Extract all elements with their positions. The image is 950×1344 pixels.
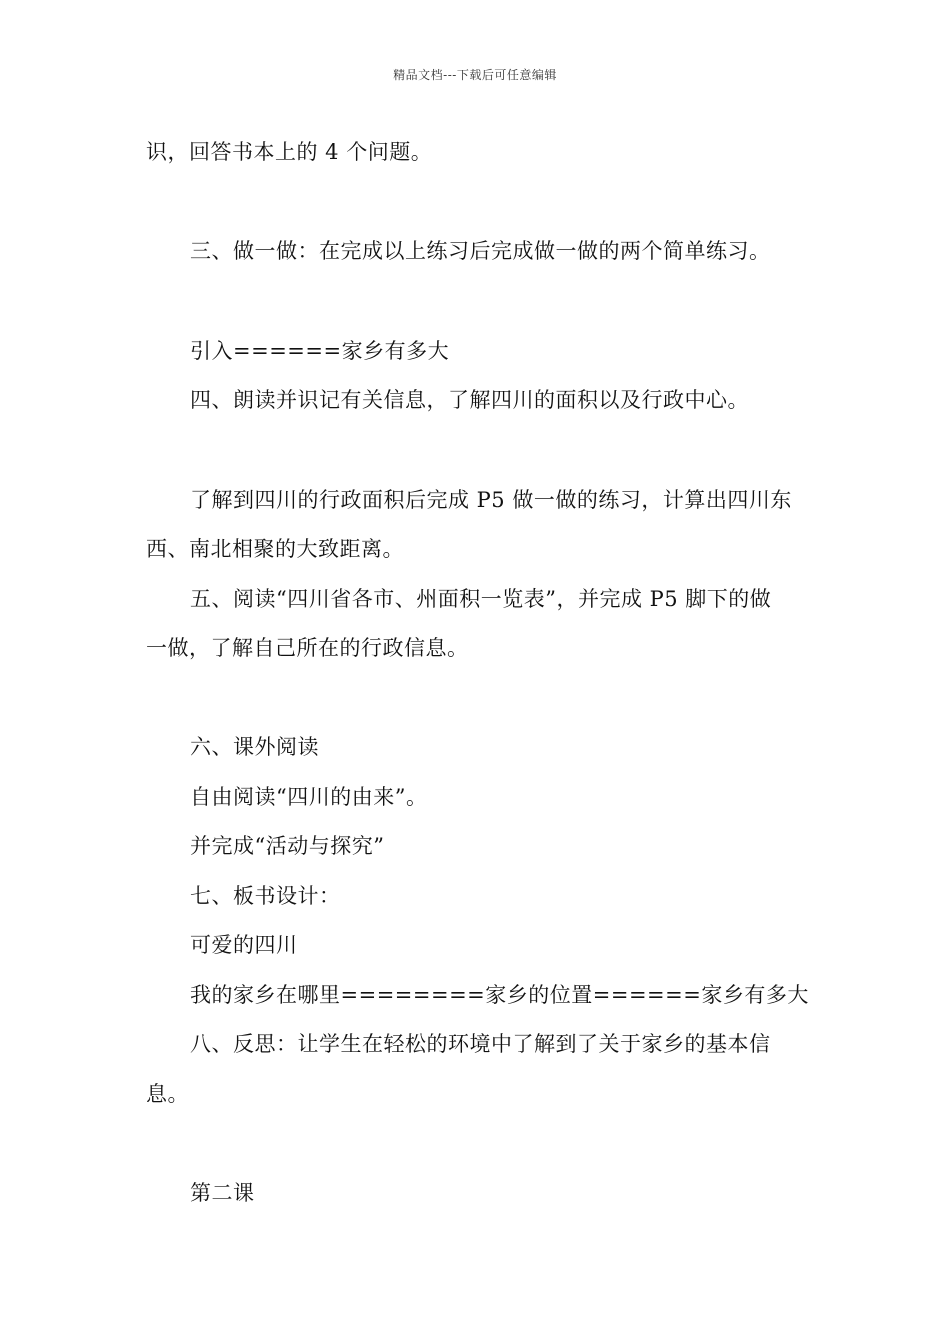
paragraph-line: 并完成“活动与探究” xyxy=(190,834,385,858)
page-header: 精品文档---下载后可任意编辑 xyxy=(393,68,557,82)
paragraph-line: 识，回答书本上的 4 个问题。 xyxy=(146,140,433,164)
paragraph-line: 了解到四川的行政面积后完成 P5 做一做的练习，计算出四川东 xyxy=(190,488,792,512)
paragraph-line: 八、反思：让学生在轻松的环境中了解到了关于家乡的基本信 xyxy=(190,1032,771,1056)
paragraph-line: 四、朗读并识记有关信息，了解四川的面积以及行政中心。 xyxy=(190,388,749,412)
paragraph-line: 三、做一做：在完成以上练习后完成做一做的两个简单练习。 xyxy=(190,239,771,263)
paragraph-line: 可爱的四川 xyxy=(190,933,298,957)
paragraph-line: 自由阅读“四川的由来”。 xyxy=(190,785,428,809)
paragraph-line: 引入======家乡有多大 xyxy=(190,339,450,363)
paragraph-line: 我的家乡在哪里========家乡的位置======家乡有多大 xyxy=(190,983,809,1007)
paragraph-line: 息。 xyxy=(146,1082,189,1106)
paragraph-line: 五、阅读“四川省各市、州面积一览表”，并完成 P5 脚下的做 xyxy=(190,587,772,611)
paragraph-line: 一做，了解自己所在的行政信息。 xyxy=(146,636,469,660)
paragraph-line: 六、课外阅读 xyxy=(190,735,319,759)
paragraph-line: 七、板书设计： xyxy=(190,884,341,908)
paragraph-line: 西、南北相聚的大致距离。 xyxy=(146,537,404,561)
paragraph-line: 第二课 xyxy=(190,1181,255,1205)
